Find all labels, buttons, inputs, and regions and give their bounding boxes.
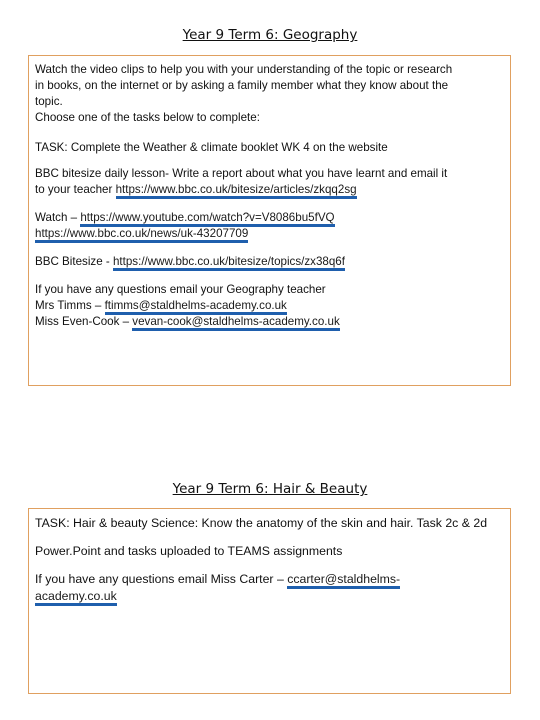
intro-paragraph: [35, 62, 505, 126]
bitesize-topic-link[interactable]: https://www.bbc.co.uk/bitesize/topics/zx38q6f: [113, 255, 345, 271]
bitesize-topic: [35, 254, 505, 270]
even-cook-email-link[interactable]: vevan-cook@staldhelms-academy.co.uk: [132, 315, 339, 331]
hair-beauty-task: [35, 515, 505, 532]
hair-beauty-heading: Year 9 Term 6: Hair & Beauty: [172, 481, 368, 497]
powerpoint-text: Power.Point and tasks uploaded to TEAMS assignments: [35, 544, 343, 558]
hair-beauty-task-text: TASK: Hair & beauty Science: Know the anatomy of the skin and hair. Task 2c & 2d: [35, 516, 488, 530]
choose-instruction: Choose one of the tasks below to complete:: [35, 111, 260, 124]
intro-line: in books, on the internet or by asking a family member what they know about the: [35, 79, 449, 92]
bbc-lesson-line2: [35, 182, 505, 198]
geography-task-box: [28, 55, 511, 386]
geography-heading: Year 9 Term 6: Geography: [182, 27, 358, 43]
bbc-news-line: [35, 226, 505, 242]
intro-line: Watch the video clips to help you with your understanding of the topic or research: [35, 63, 453, 76]
bbc-lesson-prefix: to your teacher: [35, 183, 116, 196]
powerpoint-note: [35, 543, 505, 560]
bbc-news-link[interactable]: https://www.bbc.co.uk/news/uk-43207709: [35, 227, 248, 243]
contact-info: [35, 282, 505, 330]
bbc-lesson: [35, 166, 505, 198]
carter-contact-line: [35, 571, 505, 588]
teacher-timms-prefix: Mrs Timms –: [35, 299, 105, 312]
carter-contact: [35, 571, 505, 605]
teacher-timms: [35, 298, 505, 314]
weather-task-text: TASK: Complete the Weather & climate booklet WK 4 on the website: [35, 141, 388, 154]
youtube-link[interactable]: https://www.youtube.com/watch?v=V8086bu5fVQ: [80, 211, 334, 227]
teacher-even-cook-prefix: Miss Even-Cook –: [35, 315, 133, 328]
intro-line: topic.: [35, 95, 63, 108]
bitesize-prefix: BBC Bitesize -: [35, 255, 113, 268]
hair-beauty-task-box: [28, 508, 511, 694]
carter-email-link-part2[interactable]: academy.co.uk: [35, 589, 117, 606]
watch-prefix: Watch –: [35, 211, 81, 224]
questions-text: If you have any questions email your Geography teacher: [35, 283, 326, 296]
bitesize-line: [35, 254, 505, 270]
carter-prefix: If you have any questions email Miss Carter –: [35, 572, 288, 586]
carter-contact-line2: [35, 588, 505, 605]
watch-links: [35, 210, 505, 242]
weather-task: [35, 140, 505, 156]
watch-line: [35, 210, 505, 226]
bbc-article-link[interactable]: https://www.bbc.co.uk/bitesize/articles/zkqq2sg: [116, 183, 357, 199]
teacher-even-cook: [35, 314, 505, 330]
carter-email-link-part1[interactable]: ccarter@staldhelms-: [287, 572, 400, 589]
bbc-lesson-text: BBC bitesize daily lesson- Write a report about what you have learnt and email it: [35, 167, 448, 180]
timms-email-link[interactable]: ftimms@staldhelms-academy.co.uk: [105, 299, 287, 315]
